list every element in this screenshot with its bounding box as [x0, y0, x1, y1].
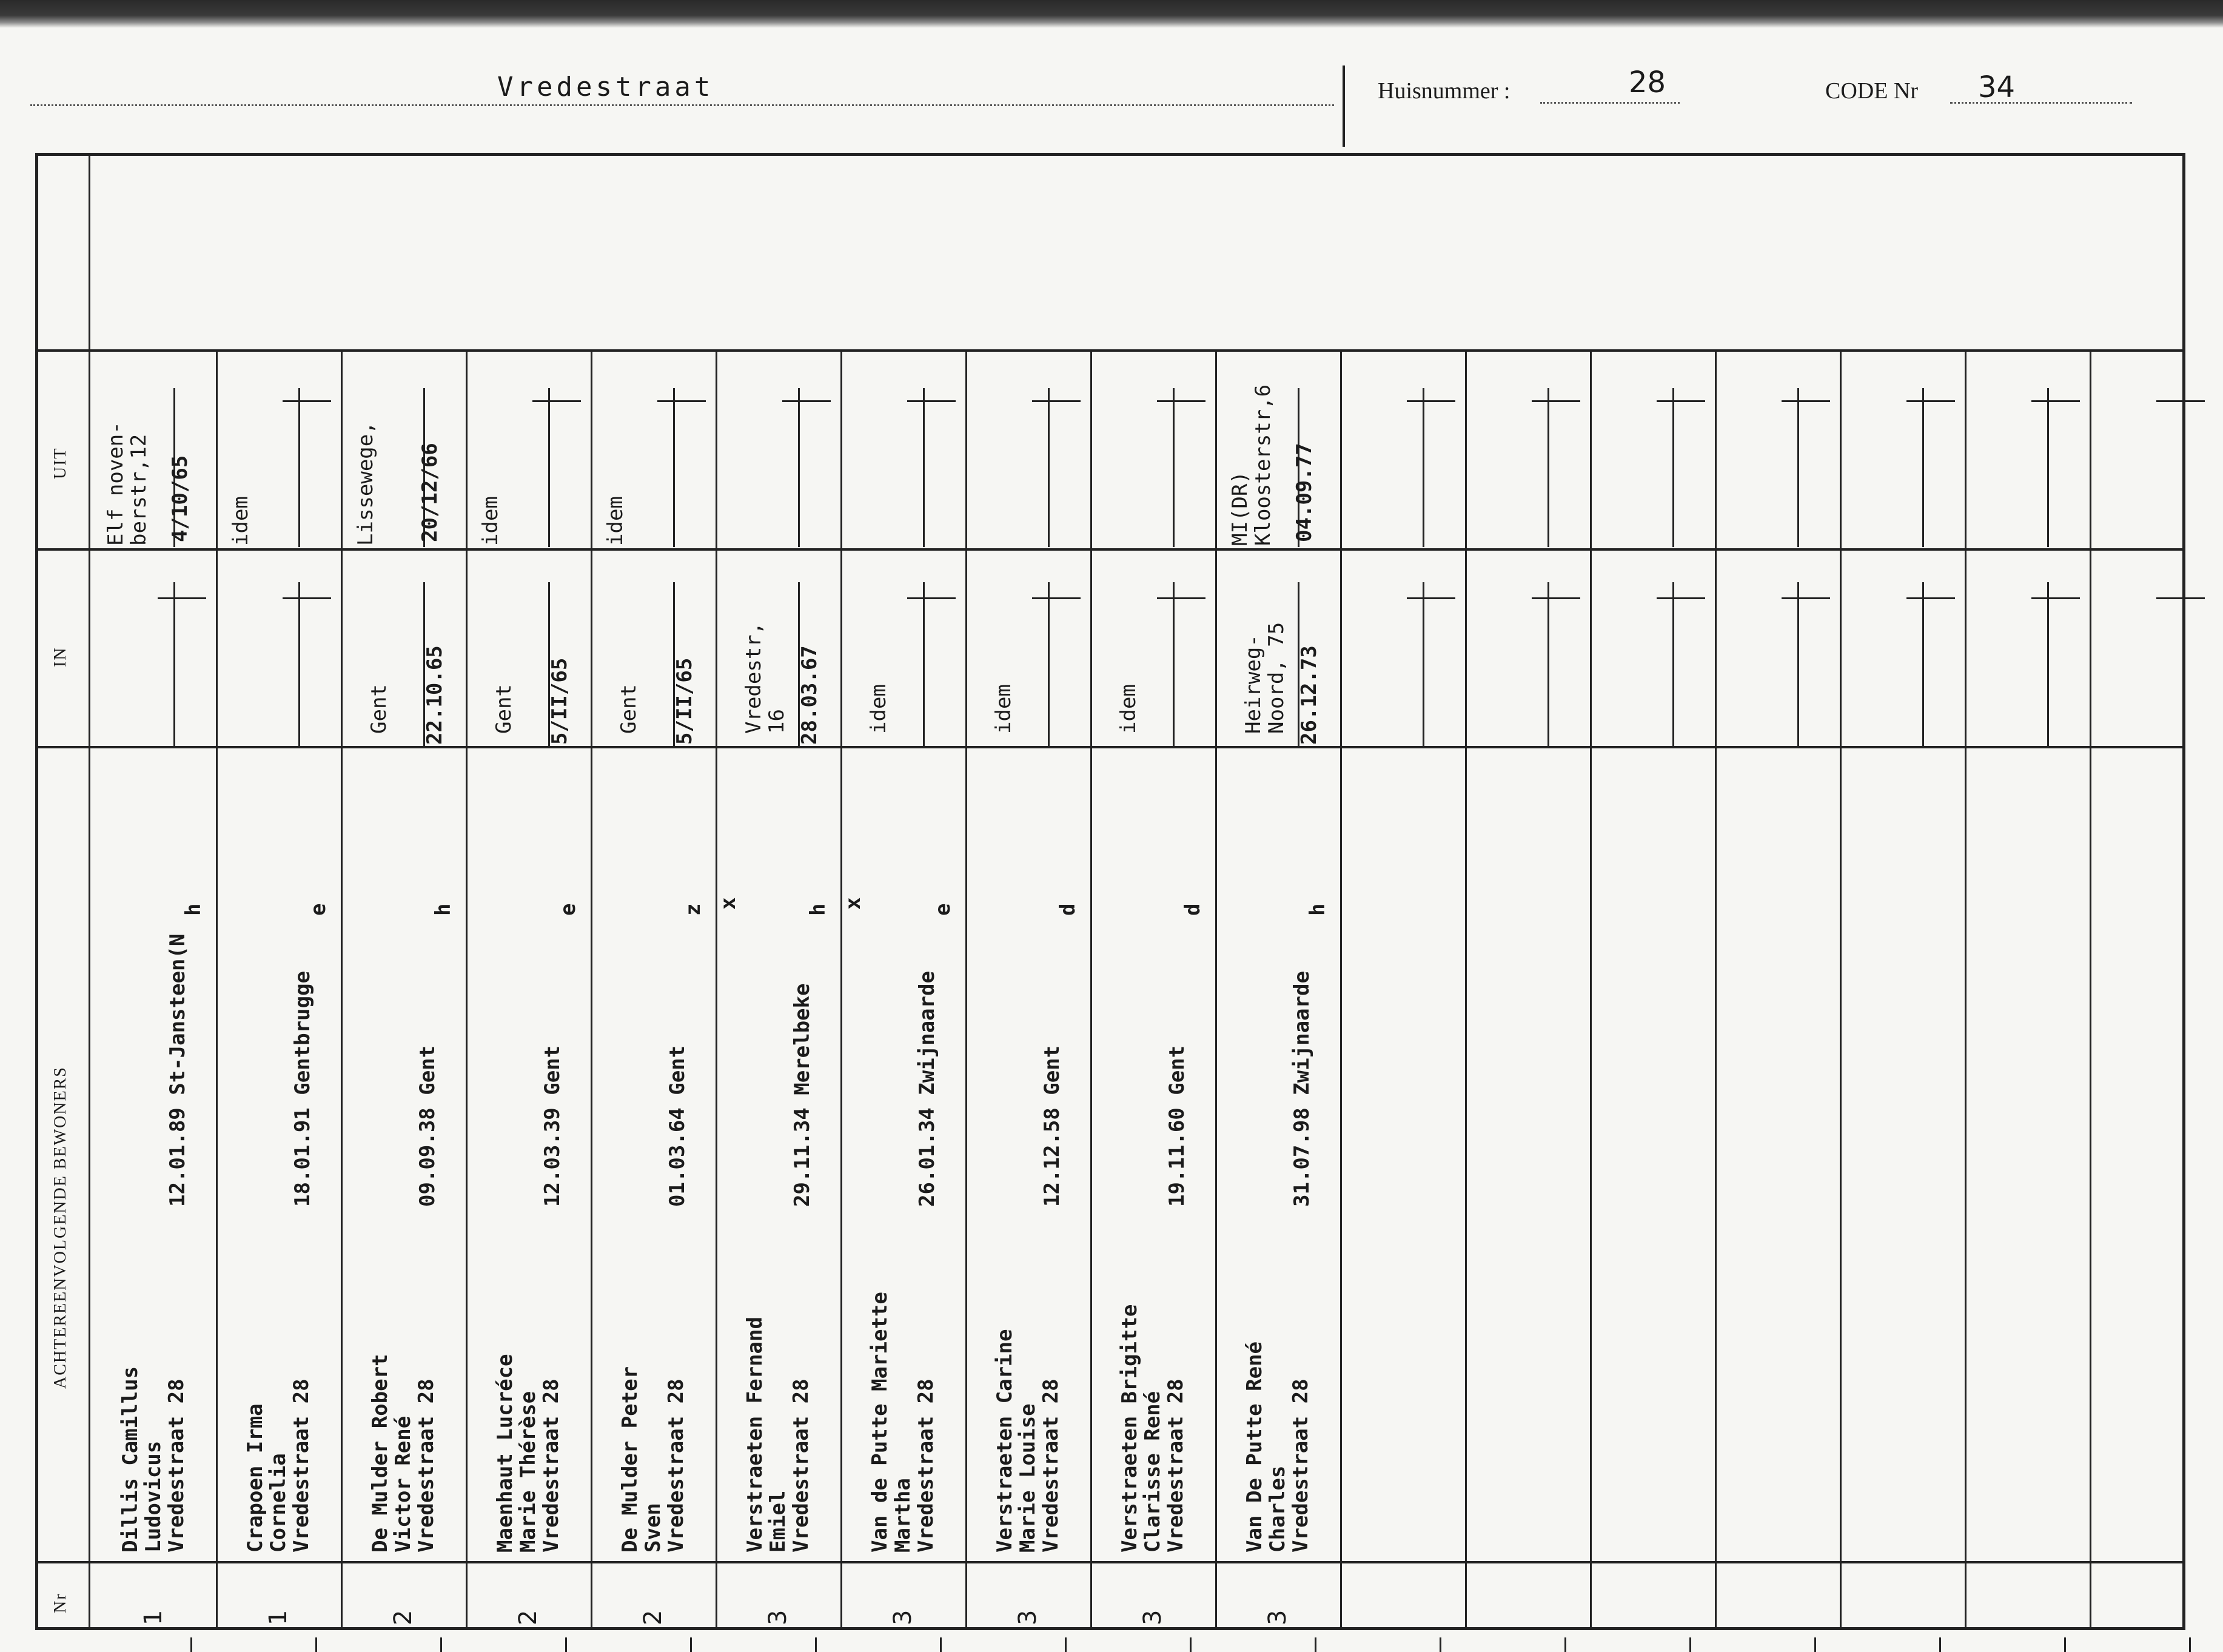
household-mark: e — [306, 903, 330, 916]
column-separator — [840, 351, 842, 1630]
resident-name: Van De Putte René Charles Vredestraat 28 — [1242, 1341, 1313, 1553]
household-mark: e — [931, 903, 955, 916]
cell-subdivider — [1423, 582, 1424, 746]
column-separator — [1215, 351, 1217, 1630]
empty-cell-dash — [657, 400, 706, 402]
birth-date-place: 12.12.58 Gent — [1040, 1045, 1064, 1207]
cell-subdivider — [2047, 582, 2049, 746]
cell-subdivider — [673, 388, 675, 547]
birth-date-place: 31.07.98 Zwijnaarde — [1290, 971, 1314, 1207]
row-number: 2 — [639, 1610, 667, 1625]
bottom-tick — [815, 1637, 817, 1652]
bottom-tick — [690, 1637, 692, 1652]
in-place: idem — [867, 684, 891, 734]
in-date: 5/II/65 — [672, 657, 697, 745]
resident-name: Verstraeten Fernand Emiel Vredestraat 28 — [743, 1317, 813, 1553]
cell-subdivider — [1797, 388, 1799, 547]
birth-date-place: 09.09.38 Gent — [415, 1045, 440, 1207]
code-value: 34 — [1978, 70, 2016, 104]
residents-nr-border — [35, 1561, 2185, 1563]
empty-cell-dash — [283, 597, 331, 599]
cell-subdivider — [1173, 388, 1175, 547]
household-mark: h — [1306, 903, 1330, 916]
register-form — [35, 153, 2185, 1630]
empty-cell-dash — [907, 597, 956, 599]
cell-subdivider — [1922, 388, 1924, 547]
uit-place: Elf noven- berstr,12 — [104, 421, 151, 546]
cell-subdivider — [1547, 388, 1549, 547]
nr-column-label: Nr — [51, 1593, 70, 1613]
row-number: 3 — [889, 1610, 917, 1625]
cross-mark: x — [716, 897, 740, 910]
household-mark: h — [181, 903, 206, 916]
in-residents-border — [35, 746, 2185, 748]
row-number: 2 — [389, 1610, 417, 1625]
cell-subdivider — [1797, 582, 1799, 746]
empty-cell-dash — [2156, 400, 2205, 402]
cell-subdivider — [1547, 582, 1549, 746]
bottom-tick — [1939, 1637, 1941, 1652]
uit-date: 20/12/66 — [418, 443, 442, 542]
column-separator — [466, 351, 468, 1630]
resident-name: Verstraeten Brigitte Clarisse René Vredestraat 28 — [1118, 1304, 1188, 1553]
in-date: 26.12.73 — [1297, 645, 1321, 745]
cell-subdivider — [1173, 582, 1175, 746]
row-number: 3 — [1264, 1610, 1292, 1625]
resident-name: De Mulder Robert Victor René Vredestraat 28 — [368, 1354, 438, 1553]
empty-cell-dash — [283, 400, 331, 402]
uit-place: Lissewege, — [354, 421, 378, 546]
column-separator — [1090, 351, 1092, 1630]
column-separator — [1840, 351, 1842, 1630]
empty-cell-dash — [1657, 597, 1705, 599]
empty-cell-dash — [907, 400, 956, 402]
cell-subdivider — [923, 388, 925, 547]
empty-cell-dash — [1782, 400, 1830, 402]
bottom-tick — [2189, 1637, 2191, 1652]
column-separator — [965, 351, 967, 1630]
empty-cell-dash — [1157, 597, 1205, 599]
column-separator — [341, 351, 343, 1630]
empty-cell-dash — [1407, 597, 1455, 599]
household-mark: z — [681, 903, 705, 916]
street-dotted-line — [30, 104, 1334, 106]
bottom-tick — [1065, 1637, 1067, 1652]
uit-place: idem — [229, 496, 253, 546]
in-place: idem — [1116, 684, 1141, 734]
empty-cell-dash — [1407, 400, 1455, 402]
cell-subdivider — [798, 388, 800, 547]
in-date: 28.03.67 — [797, 645, 822, 745]
column-separator — [1340, 351, 1342, 1630]
uit-column-label: UIT — [51, 447, 70, 479]
in-place: Gent — [492, 684, 516, 734]
birth-date-place: 01.03.64 Gent — [665, 1045, 689, 1207]
cell-subdivider — [2047, 388, 2049, 547]
row-number: 3 — [1139, 1610, 1167, 1625]
cell-subdivider — [923, 582, 925, 746]
cell-subdivider — [1423, 388, 1424, 547]
scan-top-edge — [0, 0, 2223, 28]
column-separator — [591, 351, 592, 1630]
cell-subdivider — [298, 582, 300, 746]
row-number: 2 — [514, 1610, 542, 1625]
empty-cell-dash — [532, 400, 581, 402]
uit-label-border — [35, 349, 90, 352]
code-dotted-line — [1950, 102, 2132, 104]
bottom-tick — [190, 1637, 192, 1652]
empty-cell-dash — [158, 597, 206, 599]
row-number: 3 — [764, 1610, 792, 1625]
cell-subdivider — [548, 388, 550, 547]
label-column-border — [89, 153, 90, 1630]
bottom-tick — [565, 1637, 567, 1652]
in-place: idem — [991, 684, 1016, 734]
empty-cell-dash — [1532, 400, 1580, 402]
in-column-label: IN — [51, 646, 70, 667]
bottom-tick — [1440, 1637, 1441, 1652]
resident-name: Dillis Camillus Ludovicus Vredestraat 28 — [118, 1366, 189, 1553]
household-mark: e — [556, 903, 580, 916]
birth-date-place: 12.01.89 St-Jansteen(N — [166, 933, 190, 1207]
empty-cell-dash — [1906, 400, 1955, 402]
empty-cell-dash — [1532, 597, 1580, 599]
empty-cell-dash — [1032, 597, 1081, 599]
cell-subdivider — [1672, 388, 1674, 547]
household-mark: d — [1181, 903, 1205, 916]
header-separator — [1343, 65, 1345, 147]
birth-date-place: 26.01.34 Zwijnaarde — [915, 971, 939, 1207]
column-separator — [216, 351, 218, 1630]
street-name: Vredestraat — [497, 72, 714, 102]
household-mark: d — [1056, 903, 1080, 916]
cell-subdivider — [1922, 582, 1924, 746]
cell-subdivider — [1672, 582, 1674, 746]
birth-date-place: 18.01.91 Gentbrugge — [290, 971, 315, 1207]
resident-name: De Mulder Peter Sven Vredestraat 28 — [618, 1366, 688, 1553]
huisnummer-dotted-line — [1540, 102, 1680, 104]
row-number: 1 — [264, 1610, 292, 1625]
bottom-tick — [1315, 1637, 1316, 1652]
cell-subdivider — [173, 582, 175, 746]
in-date: 5/II/65 — [548, 657, 572, 745]
in-place: Gent — [367, 684, 391, 734]
bottom-tick — [1564, 1637, 1566, 1652]
huisnummer-label: Huisnummer : — [1378, 78, 1510, 104]
bottom-tick — [1190, 1637, 1192, 1652]
column-separator — [1590, 351, 1592, 1630]
in-date: 22.10.65 — [423, 645, 447, 745]
column-separator — [1465, 351, 1467, 1630]
column-separator — [1715, 351, 1717, 1630]
resident-name: Crapoen Irma Cornelia Vredestraat 28 — [243, 1378, 314, 1553]
bottom-tick — [1689, 1637, 1691, 1652]
residents-column-label: ACHTEREENVOLGENDE BEWONERS — [51, 1066, 70, 1389]
bottom-tick — [440, 1637, 442, 1652]
empty-cell-dash — [2031, 400, 2080, 402]
uit-place: MI(DR) Kloosterstr,6 — [1228, 384, 1275, 546]
birth-date-place: 12.03.39 Gent — [540, 1045, 565, 1207]
resident-name: Maenhaut Lucréce Marie Thérèse Vredestraat 28 — [493, 1354, 563, 1553]
birth-date-place: 19.11.60 Gent — [1165, 1045, 1189, 1207]
empty-cell-dash — [2031, 597, 2080, 599]
birth-date-place: 29.11.34 Merelbeke — [790, 983, 814, 1207]
resident-name: Verstraeten Carine Marie Louise Vredestraat 28 — [993, 1329, 1063, 1553]
empty-cell-dash — [1657, 400, 1705, 402]
uit-place: idem — [603, 496, 628, 546]
uit-date: 04.09.77 — [1292, 443, 1316, 542]
row-number: 1 — [139, 1610, 167, 1625]
top-area-border — [89, 349, 2185, 352]
column-separator — [716, 351, 717, 1630]
huisnummer-value: 28 — [1629, 65, 1666, 99]
bottom-tick — [940, 1637, 942, 1652]
bottom-ticks — [35, 1637, 2185, 1652]
household-mark: h — [806, 903, 830, 916]
cell-subdivider — [1048, 582, 1050, 746]
resident-name: Van de Putte Mariette Martha Vredestraat 28 — [868, 1292, 938, 1553]
cell-subdivider — [1048, 388, 1050, 547]
uit-in-border — [35, 548, 2185, 551]
empty-cell-dash — [782, 400, 831, 402]
bottom-tick — [315, 1637, 317, 1652]
code-label: CODE Nr — [1825, 78, 1919, 104]
household-mark: h — [431, 903, 455, 916]
in-place: Gent — [617, 684, 641, 734]
bottom-tick — [2064, 1637, 2066, 1652]
empty-cell-dash — [1032, 400, 1081, 402]
uit-place: idem — [478, 496, 503, 546]
empty-cell-dash — [1782, 597, 1830, 599]
cross-mark: x — [841, 897, 865, 910]
bottom-tick — [1814, 1637, 1816, 1652]
in-place: Heirweg- Noord, 75 — [1241, 622, 1289, 734]
row-number: 3 — [1014, 1610, 1042, 1625]
in-place: Vredestr, 16 — [742, 622, 789, 734]
empty-cell-dash — [1157, 400, 1205, 402]
column-separator — [1965, 351, 1967, 1630]
empty-cell-dash — [1906, 597, 1955, 599]
uit-date: 4/10/65 — [168, 455, 192, 542]
empty-cell-dash — [2156, 597, 2205, 599]
cell-subdivider — [298, 388, 300, 547]
column-separator — [2090, 351, 2091, 1630]
